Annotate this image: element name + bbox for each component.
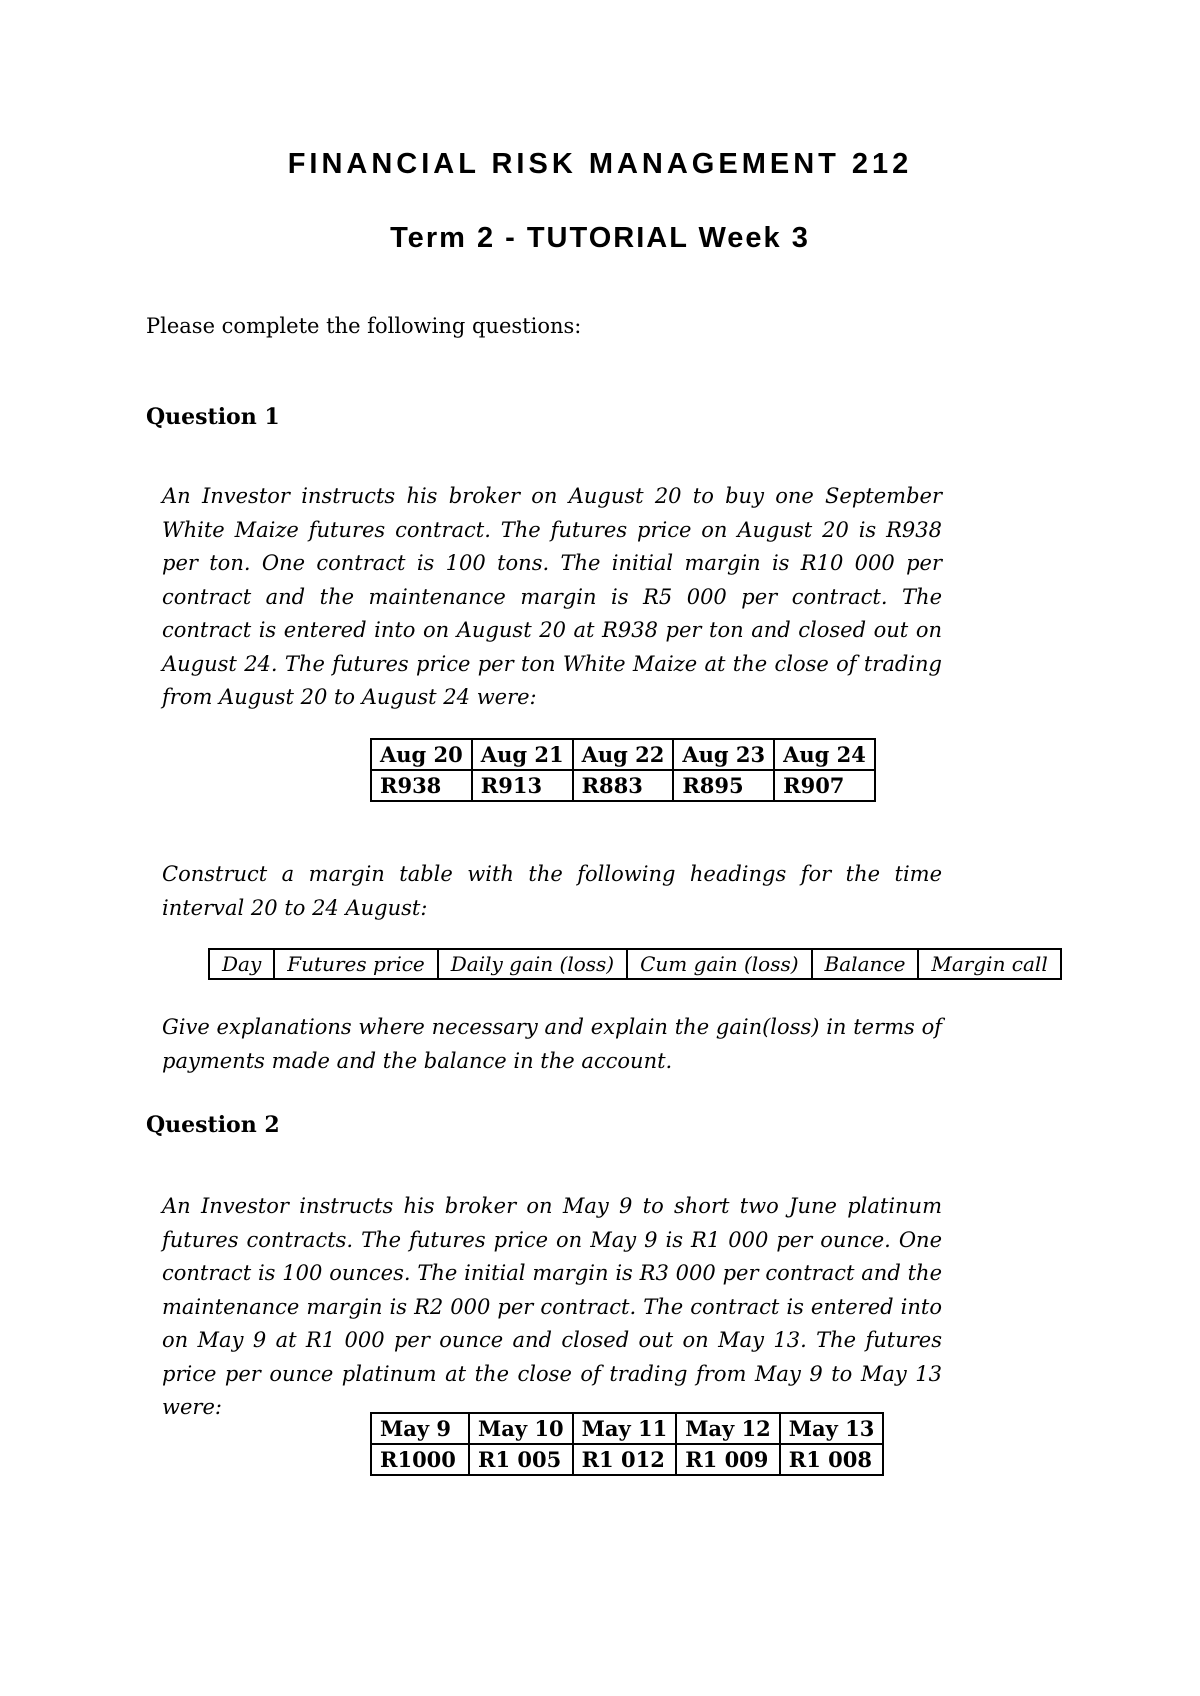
table-cell: R1 005 xyxy=(469,1444,573,1475)
table-cell: R1 009 xyxy=(676,1444,780,1475)
table-cell: R1 012 xyxy=(573,1444,677,1475)
question-1-intro: An Investor instructs his broker on August 20 to buy one September White Maize futures contract. The futures price on August 20 is R938 per ton. One contract is 100 tons. The initial margin is R10 000 per contract and the maintenance margin is R5 000 per contract. The contract is entered into on August 20 at R938 per ton and closed out on August 24. The futures price per ton White Maize at the close of trading from August 20 to August 24 were: xyxy=(162,484,942,709)
page-subtitle: Term 2 - TUTORIAL Week 3 xyxy=(390,222,810,254)
question-2-prices-table xyxy=(370,1412,884,1476)
question-1-prices-table xyxy=(370,738,876,802)
question-2-heading: Question 2 xyxy=(146,1112,280,1138)
table-cell: Aug 22 xyxy=(573,739,674,770)
table-cell: R1 008 xyxy=(780,1444,884,1475)
table-row xyxy=(209,949,1061,979)
table-cell: Aug 24 xyxy=(774,739,875,770)
table-cell: May 9 xyxy=(371,1413,469,1444)
table-row xyxy=(371,739,875,770)
table-cell: Aug 21 xyxy=(472,739,573,770)
table-cell: May 12 xyxy=(676,1413,780,1444)
table-cell: Balance xyxy=(812,949,919,979)
table-cell: May 13 xyxy=(780,1413,884,1444)
margin-headings-table xyxy=(208,948,1062,980)
table-cell: May 11 xyxy=(573,1413,677,1444)
question-1-explain-text: Give explanations where necessary and explain the gain(loss) in terms of payments made and the balance in the account. xyxy=(162,1015,942,1073)
table-cell: Aug 23 xyxy=(673,739,774,770)
table-cell: R938 xyxy=(371,770,472,801)
table-cell: May 10 xyxy=(469,1413,573,1444)
table-cell: Futures price xyxy=(274,949,438,979)
table-cell: Day xyxy=(209,949,274,979)
question-1-heading: Question 1 xyxy=(146,404,280,430)
table-cell: Margin call xyxy=(918,949,1060,979)
table-row xyxy=(371,1444,883,1475)
table-cell: R1000 xyxy=(371,1444,469,1475)
table-cell: R895 xyxy=(673,770,774,801)
table-cell: R907 xyxy=(774,770,875,801)
table-cell: R913 xyxy=(472,770,573,801)
question-1-construct-text: Construct a margin table with the following headings for the time interval 20 to 24 August: xyxy=(162,862,942,920)
table-cell: R883 xyxy=(573,770,674,801)
instruction-text: Please complete the following questions: xyxy=(146,314,582,338)
table-row xyxy=(371,770,875,801)
page-title: FINANCIAL RISK MANAGEMENT 212 xyxy=(287,148,913,180)
table-cell: Daily gain (loss) xyxy=(438,949,627,979)
question-2-intro: An Investor instructs his broker on May 9 to short two June platinum futures contracts. The futures price on May 9 is R1 000 per ounce. One contract is 100 ounces. The initial margin is R3 000 per contract and the maintenance margin is R2 000 per contract. The contract is entered into on May 9 at R1 000 per ounce and closed out on May 13. The futures price per ounce platinum at the close of trading from May 9 to May 13 were: xyxy=(162,1194,942,1419)
table-cell: Cum gain (loss) xyxy=(627,949,811,979)
table-row xyxy=(371,1413,883,1444)
table-cell: Aug 20 xyxy=(371,739,472,770)
